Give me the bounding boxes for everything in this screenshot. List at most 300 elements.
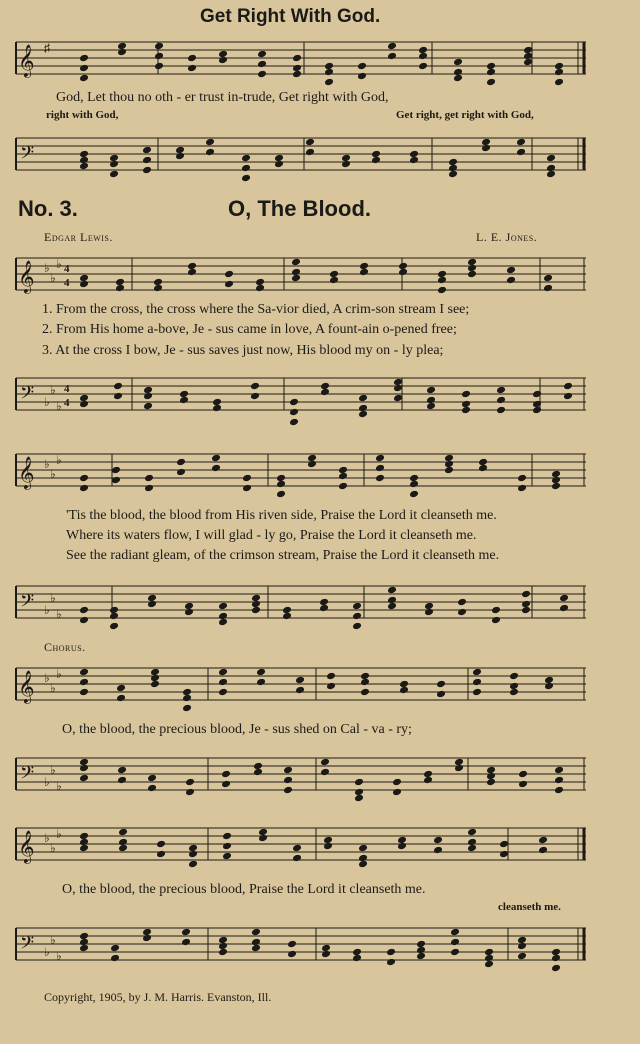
svg-text:♭: ♭ <box>50 467 56 481</box>
note-head <box>409 490 419 499</box>
svg-text:𝄞: 𝄞 <box>18 456 35 489</box>
note-head <box>79 774 89 783</box>
note-head <box>387 586 397 595</box>
note-head <box>218 948 228 957</box>
note-head <box>320 388 330 397</box>
note-head <box>426 402 436 411</box>
note-head <box>79 280 89 289</box>
note-head <box>437 276 447 285</box>
note-head <box>276 480 286 489</box>
note-head <box>416 952 426 961</box>
note-head <box>111 466 121 475</box>
note-head <box>426 386 436 395</box>
svg-text:4: 4 <box>64 383 70 395</box>
note-head <box>467 828 477 837</box>
note-head <box>554 786 564 795</box>
note-head <box>418 62 428 71</box>
note-head <box>551 964 561 973</box>
note-head <box>486 68 496 77</box>
note-head <box>326 682 336 691</box>
note-head <box>329 276 339 285</box>
note-head <box>491 616 501 625</box>
note-head <box>283 776 293 785</box>
note-head <box>387 52 397 61</box>
note-head <box>156 850 166 859</box>
note-head <box>253 768 263 777</box>
note-head <box>142 146 152 155</box>
verse2-line2: Where its waters flow, I will glad - ly go, Praise the Lord it cleanseth me. <box>66 528 477 543</box>
note-head <box>181 938 191 947</box>
verse2-line1: 2. From His home a-bove, Je - sus came in love, A fount-ain o-pened free; <box>42 322 457 337</box>
composer-credit: Edgar Lewis. <box>44 230 113 244</box>
note-head <box>251 928 261 937</box>
top-sub-right: Get right, get right with God, <box>396 109 534 121</box>
note-head <box>142 156 152 165</box>
bass-echo-lyric: cleanseth me. <box>498 901 561 913</box>
note-head <box>551 954 561 963</box>
note-head <box>154 42 164 51</box>
note-head <box>559 604 569 613</box>
note-head <box>436 690 446 699</box>
note-head <box>352 612 362 621</box>
note-head <box>276 490 286 499</box>
copyright-notice: Copyright, 1905, by J. M. Harris. Evanston, Ill. <box>44 990 272 1004</box>
note-head <box>79 606 89 615</box>
note-head <box>517 484 527 493</box>
top-bass-staff <box>12 128 590 184</box>
svg-text:♭: ♭ <box>56 607 62 621</box>
note-head <box>457 598 467 607</box>
hymn-number: No. 3. <box>18 196 78 221</box>
note-head <box>386 948 396 957</box>
svg-text:4: 4 <box>64 277 70 289</box>
note-head <box>418 52 428 61</box>
note-head <box>221 770 231 779</box>
note-head <box>486 778 496 787</box>
note-head <box>116 684 126 693</box>
note-head <box>486 78 496 87</box>
note-head <box>222 852 232 861</box>
note-head <box>222 832 232 841</box>
svg-text:♭: ♭ <box>50 591 56 605</box>
note-head <box>354 778 364 787</box>
note-head <box>289 418 299 427</box>
note-head <box>224 270 234 279</box>
svg-text:♭: ♭ <box>44 671 50 685</box>
note-head <box>150 680 160 689</box>
svg-text:♭: ♭ <box>50 681 56 695</box>
note-head <box>218 668 228 677</box>
note-head <box>218 678 228 687</box>
note-head <box>79 844 89 853</box>
svg-text:♭: ♭ <box>50 933 56 947</box>
note-head <box>516 138 526 147</box>
note-head <box>143 392 153 401</box>
note-head <box>554 776 564 785</box>
note-head <box>181 928 191 937</box>
note-head <box>409 156 419 165</box>
note-head <box>116 694 126 703</box>
note-head <box>79 400 89 409</box>
note-head <box>257 60 267 69</box>
note-head <box>242 474 252 483</box>
verse3-line1: 3. At the cross I bow, Je - sus saves just now, His blood my on - ly plea; <box>42 343 444 358</box>
note-head <box>491 606 501 615</box>
note-head <box>444 466 454 475</box>
note-head <box>176 468 186 477</box>
svg-text:♭: ♭ <box>50 841 56 855</box>
note-head <box>142 166 152 175</box>
note-head <box>144 474 154 483</box>
svg-text:𝄢: 𝄢 <box>20 933 35 958</box>
note-head <box>551 482 561 491</box>
note-head <box>352 602 362 611</box>
note-head <box>478 464 488 473</box>
note-head <box>188 860 198 869</box>
note-head <box>360 678 370 687</box>
note-head <box>307 460 317 469</box>
note-head <box>360 688 370 697</box>
note-head <box>398 268 408 277</box>
note-head <box>450 948 460 957</box>
svg-text:♭: ♭ <box>56 453 62 467</box>
note-head <box>218 688 228 697</box>
note-head <box>185 788 195 797</box>
note-head <box>499 840 509 849</box>
note-head <box>241 174 251 183</box>
svg-text:𝄞: 𝄞 <box>18 830 35 863</box>
svg-text:𝄢: 𝄢 <box>20 143 35 168</box>
note-head <box>142 934 152 943</box>
note-head <box>352 622 362 631</box>
note-head <box>211 464 221 473</box>
svg-text:♭: ♭ <box>44 831 50 845</box>
svg-text:♭: ♭ <box>44 775 50 789</box>
note-head <box>185 778 195 787</box>
note-head <box>187 64 197 73</box>
chorus1-treble-staff <box>12 658 590 714</box>
note-head <box>292 854 302 863</box>
note-head <box>518 770 528 779</box>
note-head <box>109 170 119 179</box>
note-head <box>221 780 231 789</box>
note-head <box>283 786 293 795</box>
note-head <box>287 950 297 959</box>
note-head <box>386 958 396 967</box>
note-head <box>291 274 301 283</box>
note-head <box>518 780 528 789</box>
note-head <box>509 672 519 681</box>
note-head <box>79 74 89 83</box>
note-head <box>523 58 533 67</box>
note-head <box>287 940 297 949</box>
svg-text:♭: ♭ <box>44 261 50 275</box>
svg-text:♭: ♭ <box>44 395 50 409</box>
note-head <box>251 606 261 615</box>
note-head <box>433 836 443 845</box>
svg-text:𝄢: 𝄢 <box>20 383 35 408</box>
note-head <box>320 758 330 767</box>
note-head <box>154 62 164 71</box>
top-hymn-title: Get Right With God. <box>200 6 381 27</box>
note-head <box>218 602 228 611</box>
note-head <box>241 154 251 163</box>
note-head <box>117 48 127 57</box>
note-head <box>454 764 464 773</box>
note-head <box>496 396 506 405</box>
note-head <box>79 764 89 773</box>
note-head <box>205 138 215 147</box>
note-head <box>117 776 127 785</box>
note-head <box>506 276 516 285</box>
note-head <box>450 928 460 937</box>
system2-bass-staff <box>12 572 590 640</box>
system1-treble-staff <box>12 248 590 304</box>
note-head <box>113 382 123 391</box>
note-head <box>517 474 527 483</box>
note-head <box>546 170 556 179</box>
note-head <box>143 402 153 411</box>
author-credit: L. E. Jones. <box>476 230 538 244</box>
note-head <box>109 622 119 631</box>
note-head <box>144 484 154 493</box>
note-head <box>341 160 351 169</box>
note-head <box>113 392 123 401</box>
note-head <box>256 668 266 677</box>
note-head <box>521 606 531 615</box>
note-head <box>250 392 260 401</box>
note-head <box>323 842 333 851</box>
note-head <box>461 406 471 415</box>
note-head <box>147 784 157 793</box>
svg-text:𝄞: 𝄞 <box>18 44 35 77</box>
note-head <box>179 396 189 405</box>
note-head <box>118 844 128 853</box>
note-head <box>79 54 89 63</box>
system2-treble-staff <box>12 444 590 500</box>
note-head <box>467 844 477 853</box>
svg-text:♭: ♭ <box>50 271 56 285</box>
svg-text:♭: ♭ <box>50 383 56 397</box>
note-head <box>457 608 467 617</box>
note-head <box>110 944 120 953</box>
chorus-line2: O, the blood, the precious blood, Praise the Lord it cleanseth me. <box>62 882 426 897</box>
note-head <box>453 74 463 83</box>
note-head <box>375 474 385 483</box>
note-head <box>397 842 407 851</box>
svg-text:♭: ♭ <box>44 457 50 471</box>
note-head <box>321 950 331 959</box>
note-head <box>320 768 330 777</box>
note-head <box>546 154 556 163</box>
note-head <box>147 600 157 609</box>
note-head <box>110 954 120 963</box>
note-head <box>218 56 228 65</box>
note-head <box>563 382 573 391</box>
note-head <box>187 54 197 63</box>
note-head <box>326 672 336 681</box>
note-head <box>354 794 364 803</box>
note-head <box>212 404 222 413</box>
note-head <box>352 954 362 963</box>
note-head <box>79 474 89 483</box>
note-head <box>375 464 385 473</box>
note-head <box>450 938 460 947</box>
note-head <box>109 160 119 169</box>
note-head <box>324 68 334 77</box>
note-head <box>175 152 185 161</box>
note-head <box>375 454 385 463</box>
note-head <box>392 788 402 797</box>
note-head <box>358 410 368 419</box>
note-head <box>79 162 89 171</box>
note-head <box>176 458 186 467</box>
svg-text:4: 4 <box>64 397 70 409</box>
note-head <box>153 284 163 293</box>
note-head <box>117 766 127 775</box>
svg-text:♭: ♭ <box>56 257 62 271</box>
note-head <box>187 268 197 277</box>
svg-text:𝄢: 𝄢 <box>20 763 35 788</box>
note-head <box>184 608 194 617</box>
note-head <box>188 850 198 859</box>
note-head <box>109 612 119 621</box>
note-head <box>258 834 268 843</box>
note-head <box>292 70 302 79</box>
note-head <box>433 846 443 855</box>
note-head <box>437 286 447 295</box>
note-head <box>251 944 261 953</box>
note-head <box>357 62 367 71</box>
note-head <box>387 602 397 611</box>
verse3-line2: See the radiant gleam, of the crimson stream, Praise the Lord it cleanseth me. <box>66 548 500 563</box>
note-head <box>79 64 89 73</box>
note-head <box>359 268 369 277</box>
svg-text:♭: ♭ <box>56 399 62 413</box>
note-head <box>499 850 509 859</box>
note-head <box>250 382 260 391</box>
chorus2-bass-staff <box>12 914 590 980</box>
svg-text:𝄞: 𝄞 <box>18 260 35 293</box>
note-head <box>496 386 506 395</box>
note-head <box>291 258 301 267</box>
svg-text:♭: ♭ <box>44 945 50 959</box>
hymn-title: O, The Blood. <box>228 196 371 221</box>
note-head <box>111 476 121 485</box>
note-head <box>256 678 266 687</box>
note-head <box>554 68 564 77</box>
note-head <box>472 668 482 677</box>
note-head <box>516 148 526 157</box>
note-head <box>358 844 368 853</box>
note-head <box>563 392 573 401</box>
note-head <box>496 406 506 415</box>
note-head <box>538 846 548 855</box>
note-head <box>472 688 482 697</box>
note-head <box>448 170 458 179</box>
note-head <box>292 54 302 63</box>
note-head <box>292 844 302 853</box>
note-head <box>319 604 329 613</box>
note-head <box>154 52 164 61</box>
note-head <box>79 616 89 625</box>
svg-text:𝄢: 𝄢 <box>20 591 35 616</box>
note-head <box>274 160 284 169</box>
note-head <box>358 860 368 869</box>
note-head <box>392 778 402 787</box>
note-head <box>371 156 381 165</box>
note-head <box>79 944 89 953</box>
note-head <box>118 828 128 837</box>
note-head <box>242 484 252 493</box>
note-head <box>289 408 299 417</box>
note-head <box>559 594 569 603</box>
note-head <box>393 384 403 393</box>
note-head <box>517 952 527 961</box>
note-head <box>147 774 157 783</box>
note-head <box>544 682 554 691</box>
note-head <box>222 842 232 851</box>
note-head <box>521 590 531 599</box>
note-head <box>423 776 433 785</box>
chorus-label: Chorus. <box>44 640 86 654</box>
top-lyric-line: God, Let thou no oth - er trust in-trude, Get right with God, <box>56 90 389 105</box>
svg-text:♭: ♭ <box>50 763 56 777</box>
note-head <box>338 482 348 491</box>
note-head <box>409 480 419 489</box>
svg-text:♭: ♭ <box>56 779 62 793</box>
note-head <box>358 394 368 403</box>
note-head <box>257 50 267 59</box>
note-head <box>543 284 553 293</box>
note-head <box>538 836 548 845</box>
note-head <box>324 78 334 87</box>
note-head <box>338 472 348 481</box>
svg-text:♯: ♯ <box>44 41 50 55</box>
note-head <box>289 398 299 407</box>
note-head <box>79 668 89 677</box>
chorus2-treble-staff <box>12 818 590 878</box>
note-head <box>436 680 446 689</box>
note-head <box>387 42 397 51</box>
note-head <box>399 686 409 695</box>
note-head <box>182 694 192 703</box>
note-head <box>218 618 228 627</box>
note-head <box>481 144 491 153</box>
svg-text:♭: ♭ <box>56 949 62 963</box>
top-treble-staff <box>12 36 590 84</box>
note-head <box>509 688 519 697</box>
note-head <box>357 72 367 81</box>
note-head <box>393 394 403 403</box>
note-head <box>115 284 125 293</box>
note-head <box>257 70 267 79</box>
top-sub-left: right with God, <box>46 109 119 121</box>
note-head <box>79 484 89 493</box>
note-head <box>467 270 477 279</box>
note-head <box>461 390 471 399</box>
note-head <box>205 148 215 157</box>
system1-bass-staff <box>12 368 590 428</box>
note-head <box>241 164 251 173</box>
note-head <box>305 148 315 157</box>
note-head <box>295 676 305 685</box>
svg-text:4: 4 <box>64 263 70 275</box>
note-head <box>517 942 527 951</box>
svg-text:𝄞: 𝄞 <box>18 670 35 703</box>
note-head <box>305 138 315 147</box>
chorus-line1: O, the blood, the precious blood, Je - sus shed on Cal - va - ry; <box>62 722 412 737</box>
